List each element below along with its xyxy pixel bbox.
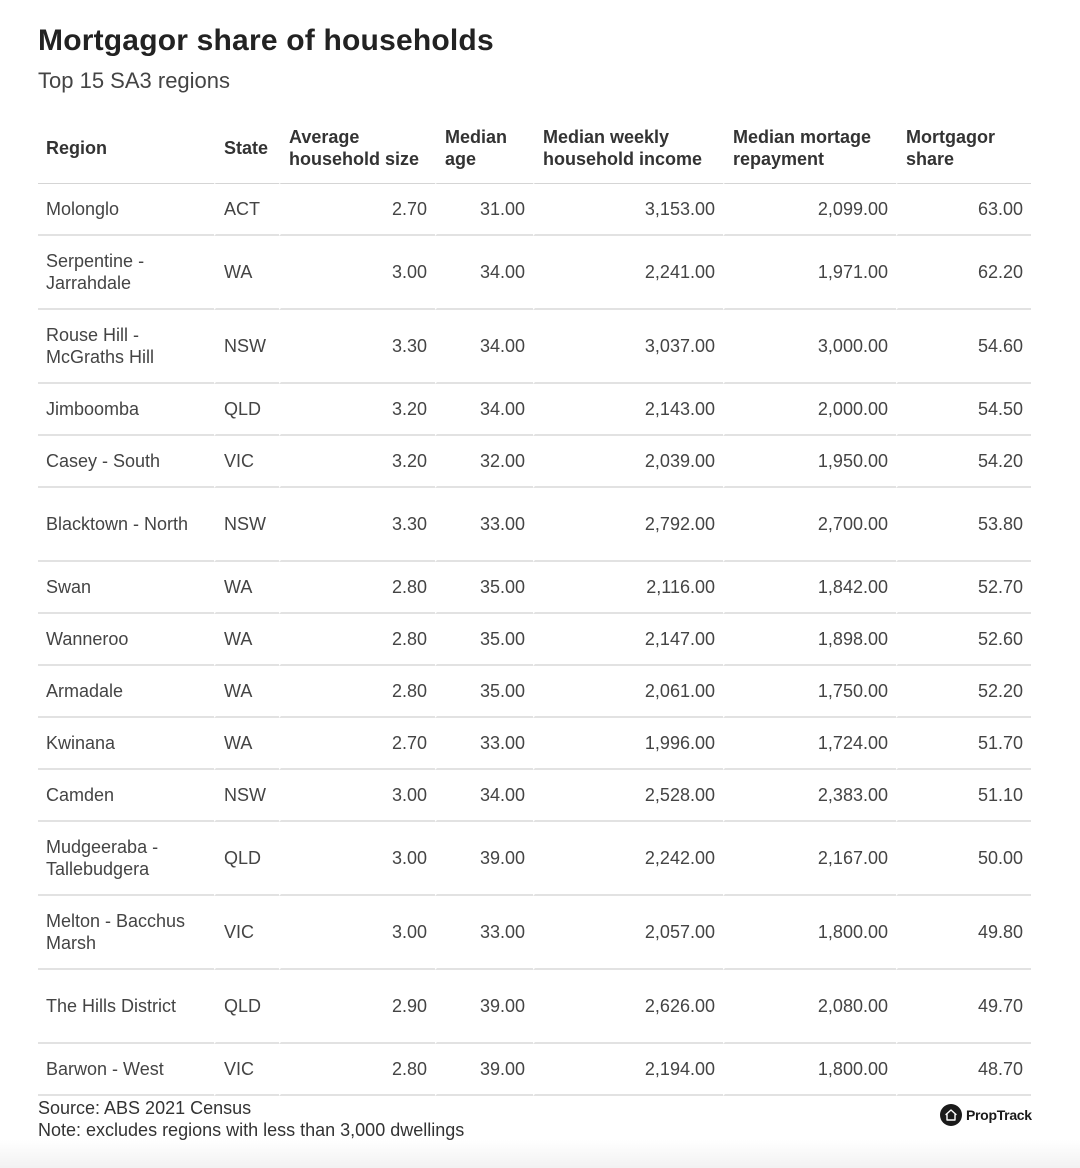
cell-mortgage-repayment: 1,950.00 <box>723 436 896 488</box>
cell-mortgagor-share: 62.20 <box>896 236 1031 310</box>
cell-region: Molonglo <box>38 184 214 236</box>
cell-household-size: 2.80 <box>279 1044 435 1096</box>
cell-mortgage-repayment: 2,383.00 <box>723 770 896 822</box>
cell-state: WA <box>214 666 279 718</box>
source-note: Source: ABS 2021 Census <box>38 1098 252 1118</box>
cell-mortgage-repayment: 1,898.00 <box>723 614 896 666</box>
table-row <box>38 384 1031 436</box>
table-body <box>38 184 1031 1096</box>
cell-mortgagor-share: 49.70 <box>896 970 1031 1044</box>
table-row <box>38 562 1031 614</box>
table-row <box>38 666 1031 718</box>
cell-mortgage-repayment: 2,080.00 <box>723 970 896 1044</box>
cell-mortgagor-share: 54.60 <box>896 310 1031 384</box>
chart-title: Mortgagor share of households <box>38 24 494 57</box>
cell-weekly-income: 1,996.00 <box>533 718 723 770</box>
cell-state: WA <box>214 614 279 666</box>
cell-weekly-income: 2,143.00 <box>533 384 723 436</box>
cell-median-age: 39.00 <box>435 1044 533 1096</box>
cell-region: Jimboomba <box>38 384 214 436</box>
cell-weekly-income: 2,061.00 <box>533 666 723 718</box>
cell-household-size: 3.30 <box>279 488 435 562</box>
cell-weekly-income: 2,057.00 <box>533 896 723 970</box>
cell-mortgagor-share: 54.50 <box>896 384 1031 436</box>
cell-mortgagor-share: 48.70 <box>896 1044 1031 1096</box>
column-header-mortgagor-share[interactable]: Mortgagor share <box>896 112 1031 184</box>
bottom-fade <box>0 1140 1080 1168</box>
cell-state: ACT <box>214 184 279 236</box>
header-row <box>38 112 1031 184</box>
cell-household-size: 3.30 <box>279 310 435 384</box>
cell-state: NSW <box>214 770 279 822</box>
cell-mortgagor-share: 52.60 <box>896 614 1031 666</box>
cell-median-age: 34.00 <box>435 236 533 310</box>
cell-household-size: 3.20 <box>279 436 435 488</box>
cell-mortgagor-share: 51.70 <box>896 718 1031 770</box>
cell-region: Mudgeeraba - Tallebudgera <box>38 822 214 896</box>
cell-mortgagor-share: 52.20 <box>896 666 1031 718</box>
cell-household-size: 2.80 <box>279 562 435 614</box>
cell-weekly-income: 2,241.00 <box>533 236 723 310</box>
cell-weekly-income: 2,242.00 <box>533 822 723 896</box>
cell-weekly-income: 2,147.00 <box>533 614 723 666</box>
cell-median-age: 34.00 <box>435 310 533 384</box>
column-header-weekly-income[interactable]: Median weekly household income <box>533 112 723 184</box>
cell-region: Blacktown - North <box>38 488 214 562</box>
cell-household-size: 2.80 <box>279 614 435 666</box>
cell-mortgage-repayment: 1,971.00 <box>723 236 896 310</box>
cell-household-size: 2.70 <box>279 184 435 236</box>
cell-weekly-income: 2,116.00 <box>533 562 723 614</box>
cell-household-size: 3.20 <box>279 384 435 436</box>
cell-median-age: 34.00 <box>435 384 533 436</box>
table-row <box>38 184 1031 236</box>
cell-median-age: 33.00 <box>435 718 533 770</box>
cell-mortgage-repayment: 1,800.00 <box>723 1044 896 1096</box>
cell-state: VIC <box>214 436 279 488</box>
cell-median-age: 33.00 <box>435 488 533 562</box>
column-header-mortgage-repayment[interactable]: Median mortage repayment <box>723 112 896 184</box>
cell-mortgage-repayment: 2,700.00 <box>723 488 896 562</box>
cell-household-size: 3.00 <box>279 770 435 822</box>
chart-subtitle: Top 15 SA3 regions <box>38 68 231 93</box>
cell-mortgagor-share: 51.10 <box>896 770 1031 822</box>
cell-mortgage-repayment: 3,000.00 <box>723 310 896 384</box>
cell-weekly-income: 3,153.00 <box>533 184 723 236</box>
cell-region: The Hills District <box>38 970 214 1044</box>
table-row <box>38 970 1031 1044</box>
cell-weekly-income: 2,528.00 <box>533 770 723 822</box>
column-header-state[interactable]: State <box>214 112 279 184</box>
cell-mortgagor-share: 54.20 <box>896 436 1031 488</box>
cell-region: Armadale <box>38 666 214 718</box>
cell-household-size: 2.80 <box>279 666 435 718</box>
cell-household-size: 3.00 <box>279 822 435 896</box>
cell-region: Serpentine - Jarrahdale <box>38 236 214 310</box>
cell-median-age: 39.00 <box>435 970 533 1044</box>
table-row <box>38 896 1031 970</box>
cell-region: Melton - Bacchus Marsh <box>38 896 214 970</box>
table-row <box>38 488 1031 562</box>
cell-weekly-income: 3,037.00 <box>533 310 723 384</box>
cell-region: Barwon - West <box>38 1044 214 1096</box>
cell-household-size: 3.00 <box>279 236 435 310</box>
cell-mortgagor-share: 53.80 <box>896 488 1031 562</box>
cell-mortgage-repayment: 1,842.00 <box>723 562 896 614</box>
cell-state: WA <box>214 562 279 614</box>
cell-household-size: 2.90 <box>279 970 435 1044</box>
cell-household-size: 2.70 <box>279 718 435 770</box>
house-icon <box>940 1104 962 1126</box>
cell-mortgage-repayment: 1,750.00 <box>723 666 896 718</box>
table-row <box>38 614 1031 666</box>
cell-weekly-income: 2,039.00 <box>533 436 723 488</box>
table-row <box>38 236 1031 310</box>
column-header-region[interactable]: Region <box>38 112 214 184</box>
data-table <box>38 112 1031 1096</box>
cell-median-age: 35.00 <box>435 666 533 718</box>
cell-region: Swan <box>38 562 214 614</box>
cell-median-age: 35.00 <box>435 562 533 614</box>
table-row <box>38 718 1031 770</box>
proptrack-logo <box>940 1104 1032 1126</box>
cell-region: Wanneroo <box>38 614 214 666</box>
table-row <box>38 436 1031 488</box>
table-row <box>38 310 1031 384</box>
cell-mortgage-repayment: 2,099.00 <box>723 184 896 236</box>
cell-mortgagor-share: 52.70 <box>896 562 1031 614</box>
column-header-household-size[interactable]: Average household size <box>279 112 435 184</box>
cell-state: QLD <box>214 970 279 1044</box>
cell-mortgage-repayment: 2,000.00 <box>723 384 896 436</box>
cell-mortgage-repayment: 1,800.00 <box>723 896 896 970</box>
cell-median-age: 32.00 <box>435 436 533 488</box>
cell-household-size: 3.00 <box>279 896 435 970</box>
cell-state: NSW <box>214 310 279 384</box>
cell-state: NSW <box>214 488 279 562</box>
cell-region: Kwinana <box>38 718 214 770</box>
cell-mortgagor-share: 50.00 <box>896 822 1031 896</box>
cell-weekly-income: 2,792.00 <box>533 488 723 562</box>
cell-region: Rouse Hill - McGraths Hill <box>38 310 214 384</box>
cell-weekly-income: 2,194.00 <box>533 1044 723 1096</box>
cell-median-age: 34.00 <box>435 770 533 822</box>
cell-state: VIC <box>214 896 279 970</box>
logo-text: PropTrack <box>966 1107 1032 1123</box>
cell-region: Camden <box>38 770 214 822</box>
cell-median-age: 39.00 <box>435 822 533 896</box>
cell-median-age: 33.00 <box>435 896 533 970</box>
cell-state: QLD <box>214 384 279 436</box>
cell-mortgage-repayment: 2,167.00 <box>723 822 896 896</box>
cell-region: Casey - South <box>38 436 214 488</box>
cell-mortgagor-share: 63.00 <box>896 184 1031 236</box>
cell-state: WA <box>214 236 279 310</box>
cell-mortgage-repayment: 1,724.00 <box>723 718 896 770</box>
exclusion-note: Note: excludes regions with less than 3,000 dwellings <box>38 1120 465 1140</box>
cell-weekly-income: 2,626.00 <box>533 970 723 1044</box>
cell-state: WA <box>214 718 279 770</box>
table-row <box>38 1044 1031 1096</box>
cell-state: VIC <box>214 1044 279 1096</box>
column-header-median-age[interactable]: Median age <box>435 112 533 184</box>
cell-state: QLD <box>214 822 279 896</box>
cell-mortgagor-share: 49.80 <box>896 896 1031 970</box>
cell-median-age: 31.00 <box>435 184 533 236</box>
table-row <box>38 770 1031 822</box>
table-row <box>38 822 1031 896</box>
cell-median-age: 35.00 <box>435 614 533 666</box>
